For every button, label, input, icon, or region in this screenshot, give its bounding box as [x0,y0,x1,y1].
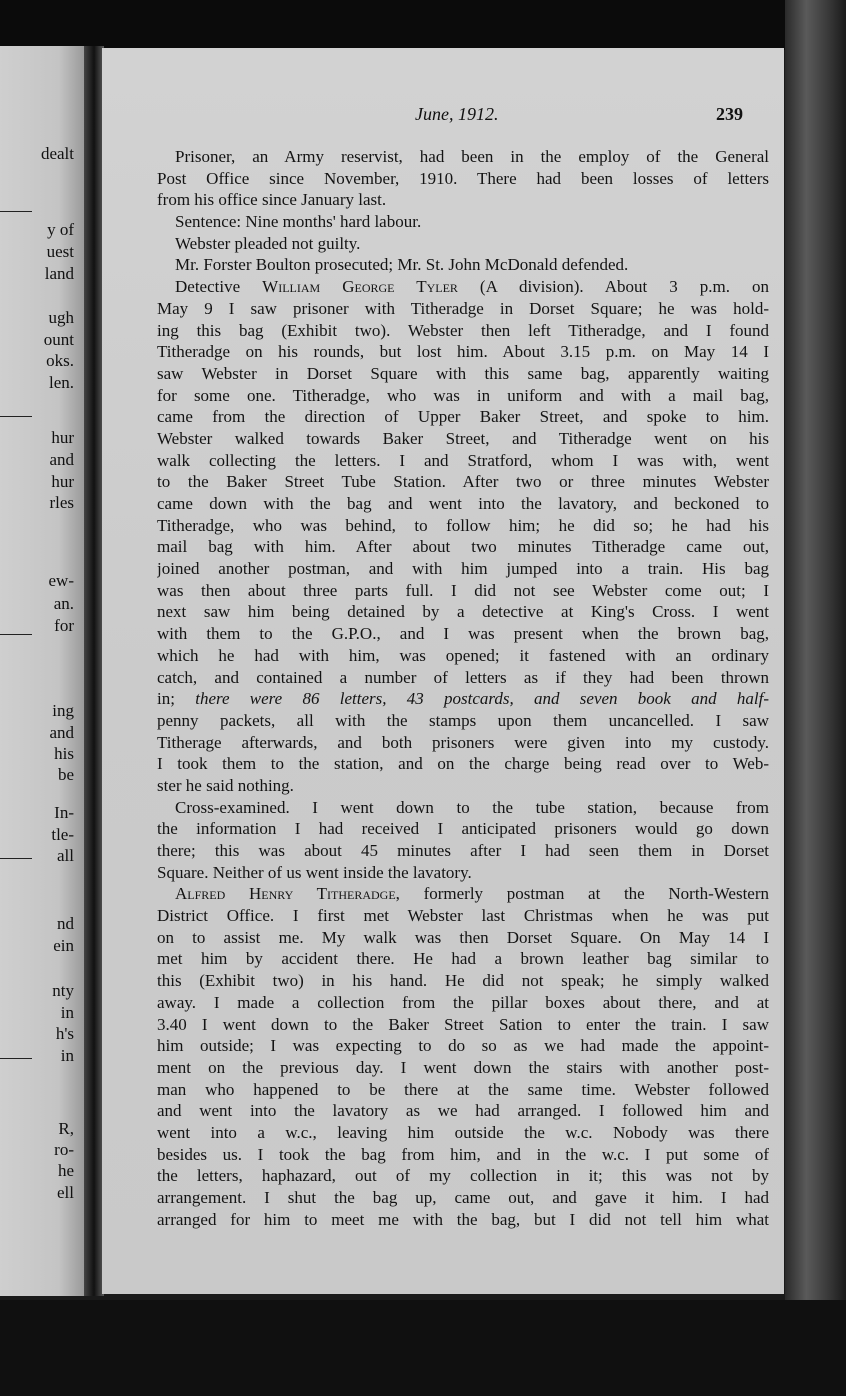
facing-page-text-fragment: nd [57,914,74,933]
text-line: Titheradge, who was behind, to follow him; he did so; he had his [157,515,769,535]
facing-page-text-fragment: ugh [48,308,74,327]
text-line: to the Baker Street Tube Station. After two or three minutes Webster [157,472,769,492]
facing-page-text-fragment: an. [53,594,74,613]
facing-page-text-fragment: ell [57,1183,74,1202]
facing-page-text-fragment: y of [47,220,74,239]
text-line [157,883,769,905]
text-line: catch, and contained a number of letters as if they had been thrown [157,667,769,687]
text-line [157,276,769,298]
text-line: this (Exhibit two) in his hand. He did not speak; he simply walked [157,971,769,991]
witness-name: Alfred Henry Titheradge [175,884,396,904]
facing-page-text-fragment: tle- [51,825,74,844]
facing-page-text-fragment: all [57,846,74,865]
text-line: Mr. Forster Boulton prosecuted; Mr. St. John McDonald defended. [175,255,629,275]
text-line: for some one. Titheradge, who was in uniform and with a mail bag, [157,385,769,405]
facing-page-text-fragment: he [57,1161,74,1180]
page-number: 239 [716,104,743,124]
facing-page-edge [0,46,84,1296]
facing-page-text-fragment: ing [52,701,74,720]
facing-page-rule [0,634,32,635]
facing-page-text-fragment: in [60,1003,74,1022]
facing-page-text-fragment: for [54,616,74,635]
line-segment: , formerly postman at the North-Western [395,884,769,904]
italic-clause: there were 86 letters, 43 postcards, and seven book and half- [174,689,769,709]
facing-page-text-fragment: R, [58,1119,74,1138]
scan-border-bottom [0,1300,846,1396]
text-line: I took them to the station, and on the charge being read over to Web- [157,754,769,774]
facing-page-text-fragment: dealt [40,144,74,163]
text-line: Square. Neither of us went inside the lavatory. [157,862,472,882]
page-body-text [157,146,769,1230]
text-line: ment on the previous day. I went down the stairs with another post- [157,1057,769,1077]
text-line: ster he said nothing. [157,775,294,795]
scan-border-right [785,0,846,1396]
text-line: him outside; I was expecting to do so as we had made the appoint- [157,1036,769,1056]
book-page [102,48,784,1294]
text-line: was then about three parts full. I did not see Webster come out; I [157,580,769,600]
text-line: Webster pleaded not guilty. [175,233,361,253]
running-head: June, 1912. [415,104,499,124]
page-header [102,104,784,130]
text-line: besides us. I took the bag from him, and in the w.c. I put some of [157,1144,769,1164]
text-line: with them to the G.P.O., and I was present when the brown bag, [157,624,769,644]
facing-page-rule [0,211,32,212]
facing-page-text-fragment: ein [53,936,74,955]
facing-page-text-fragment: uest [46,242,74,261]
scan-border-top [0,0,846,50]
facing-page-text-fragment: his [54,744,74,763]
facing-page-text-fragment: len. [48,373,74,392]
text-line: Sentence: Nine months' hard labour. [175,212,422,232]
text-line: Titherage afterwards, and both prisoners were given into my custody. [157,732,769,752]
text-line: went into a w.c., leaving him outside the w.c. Nobody was there [157,1122,769,1142]
text-line [157,688,769,710]
book-gutter [84,46,104,1296]
facing-page-text-fragment: h's [55,1024,74,1043]
facing-page-text-fragment: hur [51,472,74,491]
text-line: saw Webster in Dorset Square with this same bag, apparently waiting [157,363,769,383]
facing-page-text-fragment: be [57,765,74,784]
text-line: penny packets, all with the stamps upon them uncancelled. I saw [157,710,769,730]
text-line: joined another postman, and with him jumped into a train. His bag [157,559,769,579]
text-line: Webster walked towards Baker Street, and Titheradge went on his [157,428,769,448]
facing-page-text-fragment: oks. [46,351,74,370]
text-line: there; this was about 45 minutes after I had seen them in Dorset [157,841,769,860]
text-line: Prisoner, an Army reservist, had been in the employ of the General [175,147,769,166]
facing-page-rule [0,1058,32,1059]
text-line: the letters, haphazard, out of my collection in it; this was not by [157,1166,769,1186]
text-line: 3.40 I went down to the Baker Street Sation to enter the train. I saw [157,1014,769,1034]
text-line: Cross-examined. I went down to the tube station, because from [175,797,769,817]
text-line: arranged for him to meet me with the bag, but I did not tell him what [157,1209,769,1229]
facing-page-text-fragment: and [49,450,74,469]
facing-page-text-fragment: nty [52,981,74,1000]
facing-page-text-fragment: hur [51,428,74,447]
text-line: Titheradge on his rounds, but lost him. About 3.15 p.m. on May 14 I [157,342,769,362]
text-line: Post Office since November, 1910. There had been losses of letters [157,168,769,188]
text-line: came from the direction of Upper Baker Street, and spoke to him. [157,407,769,427]
text-line: mail bag with him. After about two minutes Titheradge came out, [157,537,769,557]
text-line: from his office since January last. [157,190,387,210]
text-line: District Office. I first met Webster last Christmas when he was put [157,906,769,926]
text-line: walk collecting the letters. I and Stratford, whom I was with, went [157,450,769,470]
text-line: May 9 I saw prisoner with Titheradge in Dorset Square; he was hold- [157,298,769,318]
text-line: ing this bag (Exhibit two). Webster then left Titheradge, and I found [157,320,769,340]
witness-name: William George Tyler [262,277,458,297]
facing-page-rule [0,858,32,859]
text-line: the information I had received I anticipated prisoners would go down [157,819,769,839]
line-segment: (A division). About 3 p.m. on [457,277,769,297]
text-line: met him by accident there. He had a brown leather bag similar to [157,949,769,969]
facing-page-text-fragment: in [60,1046,74,1065]
facing-page-rule [0,416,32,417]
text-line: man who happened to be there at the same time. Webster followed [157,1079,769,1099]
facing-page-text-fragment: ro- [54,1140,74,1159]
text-line: and went into the lavatory as we had arranged. I followed him and [157,1101,769,1121]
facing-page-text-fragment: and [49,723,74,742]
facing-page-text-fragment: ount [43,330,74,349]
text-line: away. I made a collection from the pillar boxes about there, and at [157,992,769,1012]
facing-page-text-fragment: In- [54,803,74,822]
facing-page-text-fragment: ew- [48,571,74,590]
line-segment: in; [157,689,175,709]
text-line: next saw him being detained by a detective at King's Cross. I went [157,602,769,622]
text-line: arrangement. I shut the bag up, came out, and gave it him. I had [157,1188,769,1207]
text-line: on to assist me. My walk was then Dorset Square. On May 14 I [157,927,769,947]
facing-page-text-fragment: rles [49,493,74,512]
text-line: which he had with him, was opened; it fastened with an ordinary [157,645,769,665]
text-line: came down with the bag and went into the lavatory, and beckoned to [157,494,769,513]
facing-page-text-fragment: land [44,264,74,283]
line-segment: Detective [175,277,263,297]
